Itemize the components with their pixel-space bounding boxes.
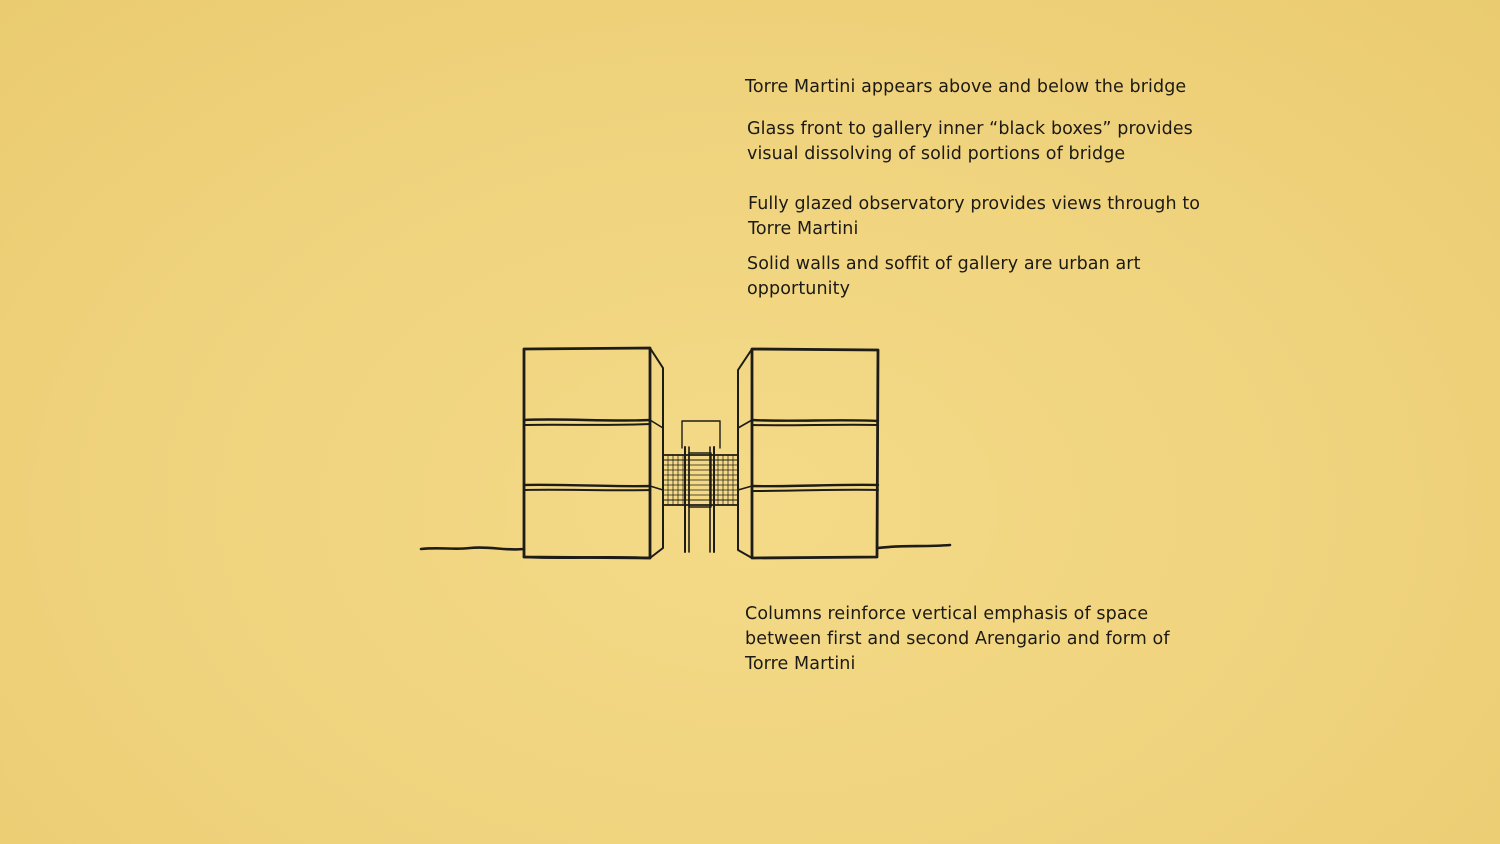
left-building xyxy=(524,348,663,558)
annotation-torre-martini: Torre Martini appears above and below the bridge xyxy=(745,77,1187,97)
annotation-columns: Columns reinforce vertical emphasis of space between first and second Arengario and form of Torre Martini xyxy=(745,604,1170,674)
torre-martini-outline xyxy=(682,421,720,448)
bridge-elevation-sketch xyxy=(410,335,970,575)
bridge-gallery xyxy=(663,453,738,507)
right-building xyxy=(738,349,878,558)
annotation-glazed-observatory: Fully glazed observatory provides views through to Torre Martini xyxy=(748,194,1201,239)
annotation-glass-front: Glass front to gallery inner “black boxes” provides visual dissolving of solid portions of bridge xyxy=(747,119,1193,164)
annotation-solid-walls: Solid walls and soffit of gallery are urban art opportunity xyxy=(747,254,1141,299)
